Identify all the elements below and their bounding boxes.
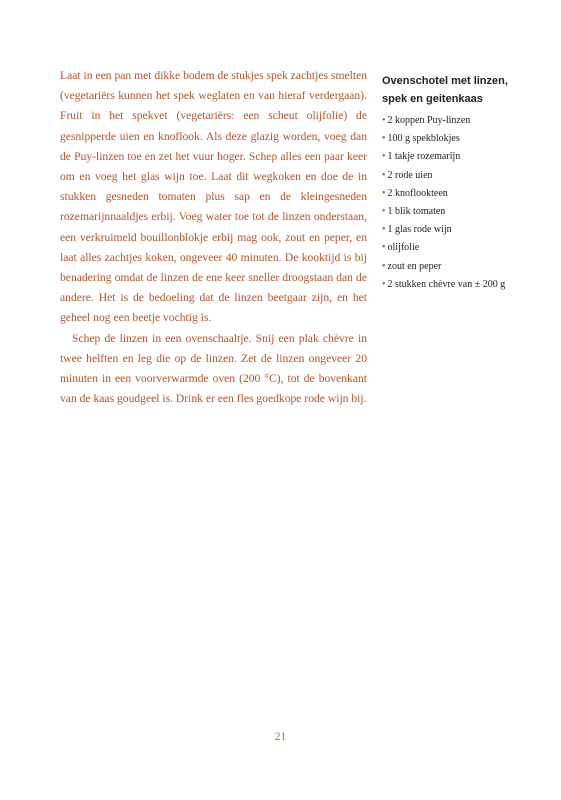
ingredient-item bbox=[382, 203, 542, 221]
bullet-icon: • bbox=[382, 169, 386, 181]
ingredient-text: zout en peper bbox=[387, 260, 442, 272]
bullet-icon: • bbox=[382, 224, 386, 236]
ingredient-item bbox=[382, 221, 542, 239]
ingredient-text: 2 rode uien bbox=[387, 169, 433, 181]
ingredient-text: 1 blik tomaten bbox=[387, 206, 446, 218]
instruction-paragraph: Schep de linzen in een ovenschaaltje. Snij een plak chèvre in twee helften en leg die op de linzen. Zet de linzen ongeveer 20 minuten in een voorverwarmde oven (200 °C), tot de bovenkant van de kaas goudgeel is. Drink er een fles goedkope rode wijn bij. bbox=[60, 331, 367, 406]
bullet-icon: • bbox=[382, 187, 386, 199]
ingredients-sidebar bbox=[382, 72, 542, 294]
ingredient-text: olijfolie bbox=[387, 242, 420, 254]
ingredient-item bbox=[382, 258, 542, 276]
recipe-title: Ovenschotel met linzen, spek en geitenkaas bbox=[382, 75, 508, 105]
ingredient-text: 100 g spekblokjes bbox=[387, 133, 460, 145]
ingredient-text: 2 stukken chèvre van ± 200 g bbox=[387, 278, 506, 290]
recipe-instructions bbox=[60, 66, 367, 409]
ingredient-text: 1 takje rozemarijn bbox=[387, 151, 461, 163]
bullet-icon: • bbox=[382, 115, 386, 126]
ingredient-text: 2 koppen Puy-linzen bbox=[387, 115, 471, 126]
ingredient-text: 2 knoflookteen bbox=[387, 187, 448, 199]
ingredient-item bbox=[382, 130, 542, 148]
ingredient-text: 1 glas rode wijn bbox=[387, 224, 452, 236]
ingredient-item bbox=[382, 148, 542, 166]
ingredient-item bbox=[382, 276, 542, 294]
page-number: 21 bbox=[274, 731, 287, 743]
ingredient-item bbox=[382, 185, 542, 203]
bullet-icon: • bbox=[382, 133, 386, 145]
bullet-icon: • bbox=[382, 206, 386, 218]
ingredient-item bbox=[382, 112, 542, 130]
ingredient-list bbox=[382, 112, 542, 294]
bullet-icon: • bbox=[382, 242, 386, 254]
ingredient-item bbox=[382, 167, 542, 185]
bullet-icon: • bbox=[382, 278, 386, 290]
instruction-paragraph: Laat in een pan met dikke bodem de stukjes spek zachtjes smelten (vegetariërs kunnen het spek weglaten en van hieraf verdergaan). Fruit in het spekvet (vegetariërs: een scheut olijfolie) de gesnipperde uien en knoflook. Als deze glazig worden, voeg dan de Puy-linzen toe en zet het vuur hoger. Schep alles een paar keer om en voeg het glas wijn toe. Laat dit wegkoken en doe de in stukken gesneden tomaten plus sap en de kleingesneden rozemarijnnaaldjes erbij. Voeg water toe tot de linzen onderstaan, een verkruimeld bouillonblokje erbij mag ook, zout en peper, en laat alles zachtjes koken, ongeveer 40 minuten. De kooktijd is bij benadering omdat de linzen de ene keer sneller droogstaan dan de andere. Het is de bedoeling dat de linzen beetgaar zijn, en het geheel nog een beetje vochtig is. bbox=[60, 69, 367, 325]
bullet-icon: • bbox=[382, 260, 386, 272]
bullet-icon: • bbox=[382, 151, 386, 163]
ingredient-item bbox=[382, 239, 542, 257]
